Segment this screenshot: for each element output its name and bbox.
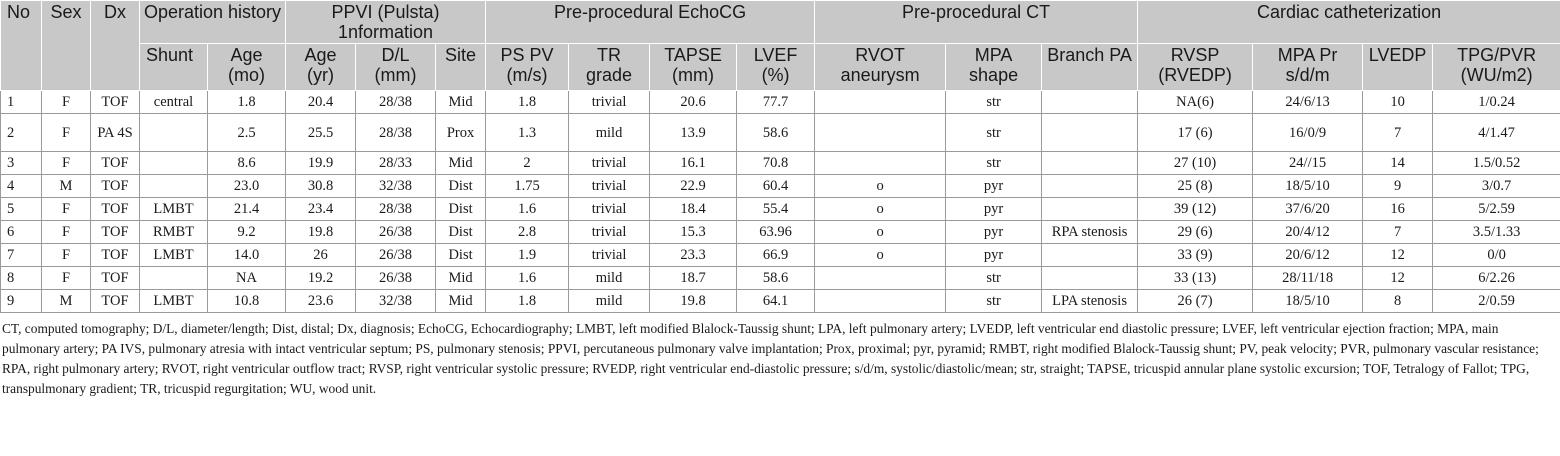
cell-site: Dist <box>436 244 486 267</box>
cell-rvot: o <box>815 221 946 244</box>
cell-ps-pv: 1.8 <box>486 290 569 313</box>
cell-sex: F <box>42 221 91 244</box>
col-header-dl: D/L (mm) <box>356 44 436 91</box>
cell-ppvi-age: 19.9 <box>286 152 356 175</box>
cell-branch-pa <box>1042 244 1138 267</box>
cell-op-age: 1.8 <box>208 91 286 114</box>
col-header-ps-pv: PS PV (m/s) <box>486 44 569 91</box>
cell-lvef: 77.7 <box>737 91 815 114</box>
cell-ps-pv: 1.75 <box>486 175 569 198</box>
col-header-lvef: LVEF (%) <box>737 44 815 91</box>
cell-tpg-pvr: 1/0.24 <box>1433 91 1560 114</box>
cell-branch-pa <box>1042 267 1138 290</box>
cell-rvsp: NA(6) <box>1138 91 1253 114</box>
cell-shunt <box>140 267 208 290</box>
col-header-tpg-pvr: TPG/PVR (WU/m2) <box>1433 44 1560 91</box>
cell-no: 3 <box>1 152 42 175</box>
col-header-branch-pa: Branch PA <box>1042 44 1138 91</box>
cell-rvsp: 27 (10) <box>1138 152 1253 175</box>
col-header-no: No <box>1 1 42 91</box>
cell-mpa-pr: 24/6/13 <box>1253 91 1363 114</box>
cell-ppvi-age: 23.6 <box>286 290 356 313</box>
cell-sex: F <box>42 267 91 290</box>
cell-rvot: o <box>815 244 946 267</box>
cell-dx: TOF <box>91 152 140 175</box>
cell-mpa-shape: str <box>946 114 1042 152</box>
cell-tapse: 23.3 <box>650 244 737 267</box>
col-header-mpa-pr: MPA Pr s/d/m <box>1253 44 1363 91</box>
cell-mpa-shape: str <box>946 290 1042 313</box>
cell-rvot: o <box>815 175 946 198</box>
cell-lvef: 63.96 <box>737 221 815 244</box>
cell-op-age: 2.5 <box>208 114 286 152</box>
cell-site: Dist <box>436 198 486 221</box>
cell-tapse: 13.9 <box>650 114 737 152</box>
cell-sex: F <box>42 91 91 114</box>
col-header-tapse: TAPSE (mm) <box>650 44 737 91</box>
cell-lvedp: 8 <box>1363 290 1433 313</box>
cell-mpa-pr: 20/6/12 <box>1253 244 1363 267</box>
cell-no: 8 <box>1 267 42 290</box>
cell-dl: 28/38 <box>356 114 436 152</box>
cell-no: 5 <box>1 198 42 221</box>
cell-dl: 26/38 <box>356 244 436 267</box>
cell-op-age: 23.0 <box>208 175 286 198</box>
table-row <box>1 91 1560 114</box>
col-header-ppvi-age: Age (yr) <box>286 44 356 91</box>
cell-no: 7 <box>1 244 42 267</box>
cell-no: 9 <box>1 290 42 313</box>
cell-lvef: 64.1 <box>737 290 815 313</box>
cell-op-age: 21.4 <box>208 198 286 221</box>
table-row <box>1 114 1560 152</box>
cell-branch-pa <box>1042 114 1138 152</box>
cell-mpa-shape: pyr <box>946 244 1042 267</box>
cell-lvedp: 7 <box>1363 221 1433 244</box>
cell-dl: 28/38 <box>356 198 436 221</box>
col-header-tr-grade: TR grade <box>569 44 650 91</box>
cell-tpg-pvr: 4/1.47 <box>1433 114 1560 152</box>
group-header-ct: Pre-procedural CT <box>815 1 1138 44</box>
cell-lvedp: 12 <box>1363 267 1433 290</box>
cell-dx: TOF <box>91 244 140 267</box>
cell-mpa-pr: 16/0/9 <box>1253 114 1363 152</box>
cell-tr-grade: mild <box>569 267 650 290</box>
cell-dl: 32/38 <box>356 290 436 313</box>
cell-tapse: 16.1 <box>650 152 737 175</box>
cell-shunt <box>140 114 208 152</box>
cell-lvedp: 14 <box>1363 152 1433 175</box>
cell-rvot <box>815 290 946 313</box>
cell-tapse: 22.9 <box>650 175 737 198</box>
cell-dx: TOF <box>91 267 140 290</box>
cell-rvsp: 25 (8) <box>1138 175 1253 198</box>
cell-dx: TOF <box>91 198 140 221</box>
cell-shunt <box>140 175 208 198</box>
cell-lvef: 55.4 <box>737 198 815 221</box>
cell-lvef: 58.6 <box>737 114 815 152</box>
cell-op-age: 9.2 <box>208 221 286 244</box>
cell-rvot: o <box>815 198 946 221</box>
cell-ppvi-age: 23.4 <box>286 198 356 221</box>
cell-tr-grade: trivial <box>569 198 650 221</box>
cell-lvef: 70.8 <box>737 152 815 175</box>
cell-no: 2 <box>1 114 42 152</box>
cell-rvot <box>815 152 946 175</box>
cell-tr-grade: trivial <box>569 152 650 175</box>
cell-mpa-shape: str <box>946 152 1042 175</box>
table-row <box>1 175 1560 198</box>
table-footnote: CT, computed tomography; D/L, diameter/length; Dist, distal; Dx, diagnosis; EchoCG, Echocardiography; LMBT, left modified Blalock-Taussig shunt; LPA, left pulmonary artery; LVEDP, left ventricular end diastolic pressure; LVEF, left ventricular ejection fraction; MPA, main pulmonary artery; PA IVS, pulmonary atresia with intact ventricular septum; PS, pulmonary stenosis; PPVI, percutaneous pulmonary valve implantation; Prox, proximal; pyr, pyramid; RMBT, right modified Blalock-Taussig shunt; PV, peak velocity; PVR, pulmonary vascular resistance; RPA, right pulmonary artery; RVOT, right ventricular outflow tract; RVSP, right ventricular systolic pressure; RVEDP, right ventricular end-diastolic pressure; s/d/m, systolic/diastolic/mean; str, straight; TAPSE, tricuspid annular plane systolic excursion; TOF, Tetralogy of Fallot; TPG, transpulmonary gradient; TR, tricuspid regurgitation; WU, wood unit. <box>2 321 1539 396</box>
cell-site: Mid <box>436 290 486 313</box>
cell-tapse: 18.4 <box>650 198 737 221</box>
col-header-mpa-shape: MPA shape <box>946 44 1042 91</box>
cell-tapse: 20.6 <box>650 91 737 114</box>
cell-lvedp: 12 <box>1363 244 1433 267</box>
col-header-rvot: RVOT aneurysm <box>815 44 946 91</box>
cell-ppvi-age: 20.4 <box>286 91 356 114</box>
cell-op-age: NA <box>208 267 286 290</box>
cell-tpg-pvr: 3.5/1.33 <box>1433 221 1560 244</box>
cell-tr-grade: mild <box>569 114 650 152</box>
cell-tr-grade: trivial <box>569 244 650 267</box>
cell-site: Dist <box>436 175 486 198</box>
cell-tr-grade: mild <box>569 290 650 313</box>
cell-rvsp: 39 (12) <box>1138 198 1253 221</box>
cell-branch-pa <box>1042 152 1138 175</box>
cell-ps-pv: 2.8 <box>486 221 569 244</box>
col-header-sex: Sex <box>42 1 91 91</box>
table-row <box>1 267 1560 290</box>
cell-branch-pa: LPA stenosis <box>1042 290 1138 313</box>
cell-dx: PA 4S <box>91 114 140 152</box>
cell-dl: 28/33 <box>356 152 436 175</box>
group-header-echocg: Pre-procedural EchoCG <box>486 1 815 44</box>
cell-tpg-pvr: 1.5/0.52 <box>1433 152 1560 175</box>
cell-tpg-pvr: 5/2.59 <box>1433 198 1560 221</box>
cell-ppvi-age: 19.2 <box>286 267 356 290</box>
cell-shunt: LMBT <box>140 290 208 313</box>
cell-ps-pv: 2 <box>486 152 569 175</box>
cell-shunt: RMBT <box>140 221 208 244</box>
cell-ppvi-age: 19.8 <box>286 221 356 244</box>
cell-tpg-pvr: 0/0 <box>1433 244 1560 267</box>
cell-rvsp: 17 (6) <box>1138 114 1253 152</box>
cell-branch-pa <box>1042 91 1138 114</box>
cell-shunt: LMBT <box>140 198 208 221</box>
cell-shunt <box>140 152 208 175</box>
col-header-site: Site <box>436 44 486 91</box>
cell-tr-grade: trivial <box>569 91 650 114</box>
cell-ps-pv: 1.9 <box>486 244 569 267</box>
cell-mpa-shape: pyr <box>946 198 1042 221</box>
cell-lvedp: 9 <box>1363 175 1433 198</box>
cell-op-age: 14.0 <box>208 244 286 267</box>
cell-dx: TOF <box>91 290 140 313</box>
table-row <box>1 290 1560 313</box>
cell-mpa-pr: 18/5/10 <box>1253 290 1363 313</box>
cell-tapse: 15.3 <box>650 221 737 244</box>
cell-lvef: 66.9 <box>737 244 815 267</box>
group-header-operation-history: Operation history <box>140 1 286 44</box>
cell-site: Dist <box>436 221 486 244</box>
cell-tpg-pvr: 6/2.26 <box>1433 267 1560 290</box>
cell-no: 4 <box>1 175 42 198</box>
cell-sex: F <box>42 114 91 152</box>
cell-tpg-pvr: 2/0.59 <box>1433 290 1560 313</box>
header-row-sub <box>1 44 1560 91</box>
cell-dl: 32/38 <box>356 175 436 198</box>
col-header-dx: Dx <box>91 1 140 91</box>
cell-ps-pv: 1.6 <box>486 198 569 221</box>
cell-mpa-pr: 37/6/20 <box>1253 198 1363 221</box>
cell-tapse: 19.8 <box>650 290 737 313</box>
cell-dx: TOF <box>91 91 140 114</box>
cell-lvedp: 16 <box>1363 198 1433 221</box>
cell-sex: F <box>42 198 91 221</box>
cell-ps-pv: 1.3 <box>486 114 569 152</box>
cell-sex: F <box>42 244 91 267</box>
cell-tr-grade: trivial <box>569 221 650 244</box>
cell-rvot <box>815 114 946 152</box>
cell-rvsp: 33 (9) <box>1138 244 1253 267</box>
col-header-shunt: Shunt <box>140 44 208 91</box>
cell-mpa-pr: 18/5/10 <box>1253 175 1363 198</box>
cell-ps-pv: 1.8 <box>486 91 569 114</box>
table-row <box>1 244 1560 267</box>
cell-mpa-pr: 28/11/18 <box>1253 267 1363 290</box>
cell-dl: 28/38 <box>356 91 436 114</box>
cell-site: Prox <box>436 114 486 152</box>
cell-mpa-shape: str <box>946 267 1042 290</box>
cell-dl: 26/38 <box>356 221 436 244</box>
cell-ppvi-age: 26 <box>286 244 356 267</box>
cell-site: Mid <box>436 152 486 175</box>
cell-sex: F <box>42 152 91 175</box>
cell-op-age: 10.8 <box>208 290 286 313</box>
cell-ppvi-age: 25.5 <box>286 114 356 152</box>
cell-tapse: 18.7 <box>650 267 737 290</box>
cell-rvot <box>815 91 946 114</box>
cell-site: Mid <box>436 91 486 114</box>
header-row-top <box>1 1 1560 44</box>
cell-lvef: 60.4 <box>737 175 815 198</box>
cell-mpa-pr: 24//15 <box>1253 152 1363 175</box>
cell-branch-pa <box>1042 175 1138 198</box>
cell-rvsp: 29 (6) <box>1138 221 1253 244</box>
group-header-cath: Cardiac catheterization <box>1138 1 1560 44</box>
cell-no: 6 <box>1 221 42 244</box>
cell-shunt: central <box>140 91 208 114</box>
cell-lvef: 58.6 <box>737 267 815 290</box>
cell-tpg-pvr: 3/0.7 <box>1433 175 1560 198</box>
cell-mpa-shape: str <box>946 91 1042 114</box>
cell-site: Mid <box>436 267 486 290</box>
cell-lvedp: 10 <box>1363 91 1433 114</box>
cell-branch-pa: RPA stenosis <box>1042 221 1138 244</box>
table-row <box>1 198 1560 221</box>
cell-rvsp: 26 (7) <box>1138 290 1253 313</box>
cell-rvsp: 33 (13) <box>1138 267 1253 290</box>
cell-ppvi-age: 30.8 <box>286 175 356 198</box>
cell-sex: M <box>42 290 91 313</box>
cell-mpa-shape: pyr <box>946 175 1042 198</box>
cell-branch-pa <box>1042 198 1138 221</box>
cell-dl: 26/38 <box>356 267 436 290</box>
cell-rvot <box>815 267 946 290</box>
cell-shunt: LMBT <box>140 244 208 267</box>
cell-dx: TOF <box>91 175 140 198</box>
cell-dx: TOF <box>91 221 140 244</box>
group-header-ppvi-info: PPVI (Pulsta) 1nformation <box>286 1 486 44</box>
cell-mpa-shape: pyr <box>946 221 1042 244</box>
col-header-rvsp: RVSP (RVEDP) <box>1138 44 1253 91</box>
cell-sex: M <box>42 175 91 198</box>
cell-ps-pv: 1.6 <box>486 267 569 290</box>
col-header-lvedp: LVEDP <box>1363 44 1433 91</box>
cell-no: 1 <box>1 91 42 114</box>
cell-tr-grade: trivial <box>569 175 650 198</box>
cell-op-age: 8.6 <box>208 152 286 175</box>
cell-mpa-pr: 20/4/12 <box>1253 221 1363 244</box>
col-header-op-age: Age (mo) <box>208 44 286 91</box>
cell-lvedp: 7 <box>1363 114 1433 152</box>
table-row <box>1 221 1560 244</box>
table-row <box>1 152 1560 175</box>
